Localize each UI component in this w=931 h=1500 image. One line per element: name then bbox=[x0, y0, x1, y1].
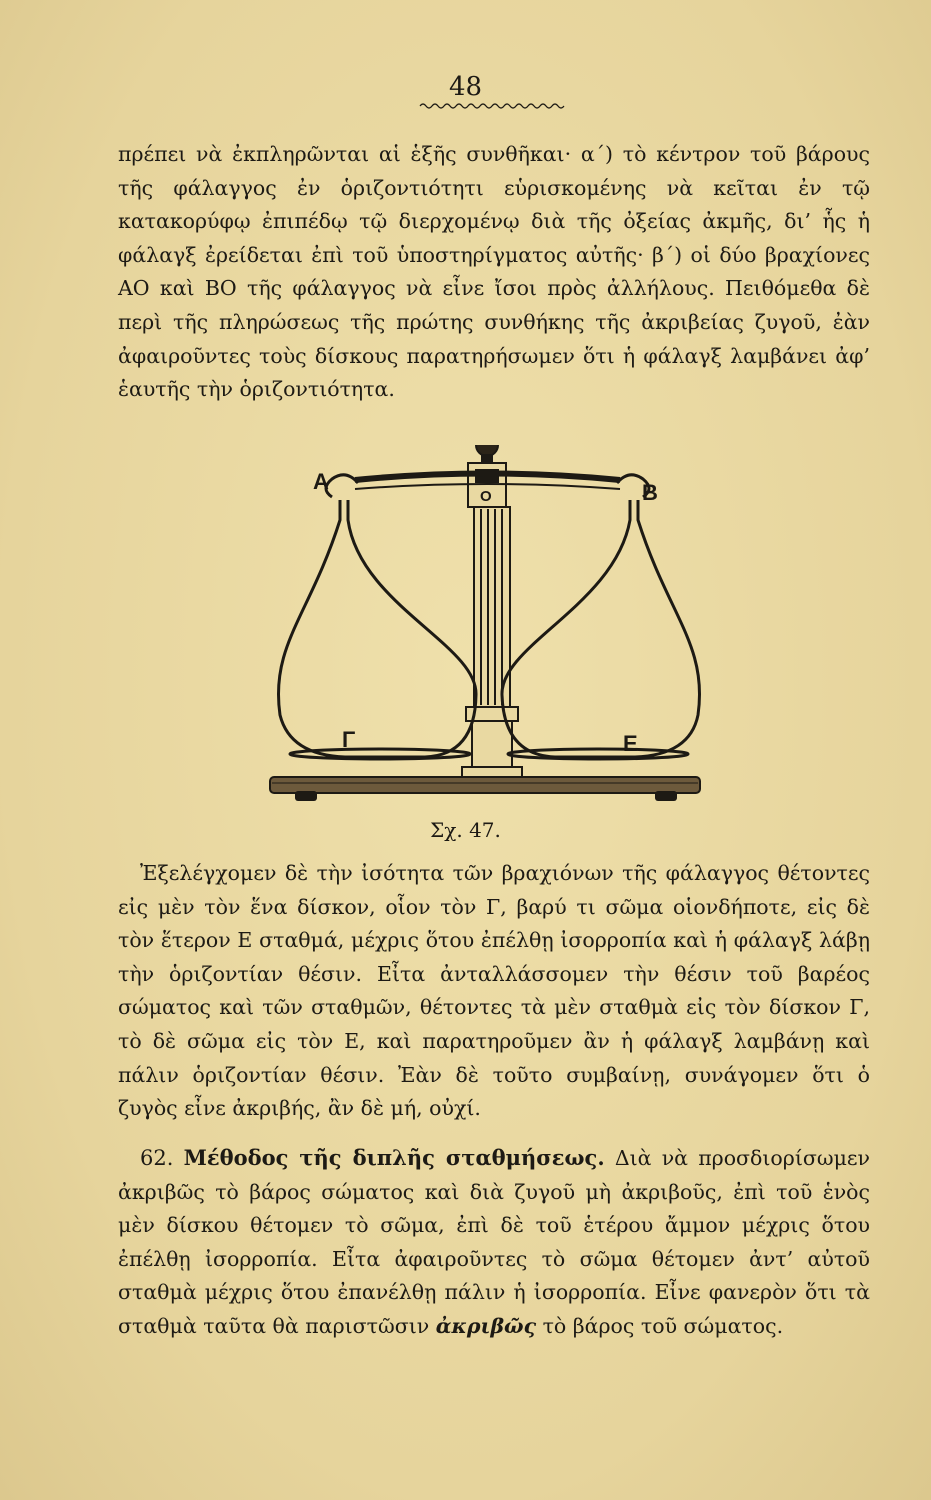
section-text-before: Διὰ νὰ προσδιορίσωμεν ἀκριβῶς τὸ βάρος σώματος καὶ διὰ ζυγοῦ μὴ ἀκριβοῦς, ἐπὶ τοῦ ἑνὸς μὲν δίσκου θέτομεν τὸ σῶμα, ἐπὶ δὲ τοῦ ἑτέρου ἄμμον μέχρις ὅτου ἐπέλθῃ ἰσορροπία. Εἶτα ἀφαιροῦντες τὸ σῶμα θέτομεν ἀντ’ αὐτοῦ σταθμὰ μέχρις ὅτου ἐπανέλθῃ πάλιν ἡ ἰσορροπία. Εἶνε φανερὸν ὅτι τὰ σταθμὰ ταῦτα θὰ παριστῶσιν bbox=[118, 1146, 870, 1338]
paragraph-conditions: πρέπει νὰ ἐκπληρῶνται αἱ ἑξῆς συνθῆκαι· α΄) τὸ κέντρον τοῦ βάρους τῆς φάλαγγος ἐν ὁριζοντιότητι εὑρισκομένης νὰ κεῖται ἐν τῷ κατακορύφῳ ἐπιπέδῳ τῷ διερχομένῳ διὰ τῆς ὀξείας ἀκμῆς, δι’ ἧς ἡ φάλαγξ ἐρείδεται ἐπὶ τοῦ ὑποστηρίγματος αὐτῆς· β΄) οἱ δύο βραχίονες ΑΟ καὶ ΒΟ τῆς φάλαγγος νὰ εἶνε ἴσοι πρὸς ἀλλήλους. Πειθόμεθα δὲ περὶ τῆς πληρώσεως τῆς πρώτης συνθήκης τῆς ἀκριβείας ζυγοῦ, ἐὰν ἀφαιροῦντες τοὺς δίσκους παρατηρήσωμεν ὅτι ἡ φάλαγξ λαμβάνει ἀφ’ ἑαυτῆς τὴν ὁριζοντιότητα. bbox=[118, 142, 870, 402]
scale-foot-left bbox=[295, 791, 317, 801]
section-number: 62. bbox=[140, 1146, 174, 1170]
section-text-after: τὸ βάρος τοῦ σώματος. bbox=[542, 1313, 784, 1338]
scale-foot-right bbox=[655, 791, 677, 801]
section-title: Μέθοδος τῆς διπλῆς σταθμήσεως. bbox=[183, 1145, 605, 1170]
figure-caption: Σχ. 47. bbox=[430, 818, 501, 842]
label-b: B bbox=[642, 480, 658, 505]
scale-base bbox=[270, 777, 700, 793]
label-a: A bbox=[313, 469, 329, 494]
hook-left bbox=[326, 475, 358, 497]
ornament-rule bbox=[418, 100, 568, 112]
paragraph-double-weighing bbox=[118, 1141, 870, 1344]
label-o: O bbox=[480, 488, 492, 505]
paragraph-arm-test: Ἐξελέγχομεν δὲ τὴν ἰσότητα τῶν βραχιόνων τῆς φάλαγγος θέτοντες εἰς μὲν τὸν ἕνα δίσκον, οἷον τὸν Γ, βαρύ τι σῶμα οἱονδήποτε, εἰς δὲ τὸν ἕτερον Ε σταθμά, μέχρις ὅτου ἐπέλθῃ ἰσορροπία καὶ ἡ φάλαγξ λάβῃ τὴν ὁριζοντίαν θέσιν. Εἶτα ἀνταλλάσσομεν τὴν θέσιν τοῦ βαρέος σώματος καὶ τῶν σταθμῶν, θέτοντες τὰ μὲν σταθμὰ εἰς τὸν δίσκον Γ, τὸ δὲ σῶμα εἰς τὸν Ε, καὶ παρατηροῦμεν ἂν ἡ φάλαγξ λαμβάνῃ καὶ πάλιν ὁριζοντίαν θέσιν. Ἐὰν δὲ τοῦτο συμβαίνῃ, συνάγομεν ὅτι ὁ ζυγὸς εἶνε ἀκριβής, ἂν δὲ μή, οὐχί. bbox=[118, 861, 870, 1121]
balance-scale-figure bbox=[250, 445, 710, 820]
label-gamma: Γ bbox=[342, 727, 356, 752]
section-emphasis: ἀκριβῶς bbox=[435, 1313, 537, 1338]
label-e: E bbox=[623, 731, 638, 756]
pan-left bbox=[278, 500, 476, 757]
pan-right bbox=[502, 500, 700, 757]
page-number: 48 bbox=[448, 72, 483, 102]
